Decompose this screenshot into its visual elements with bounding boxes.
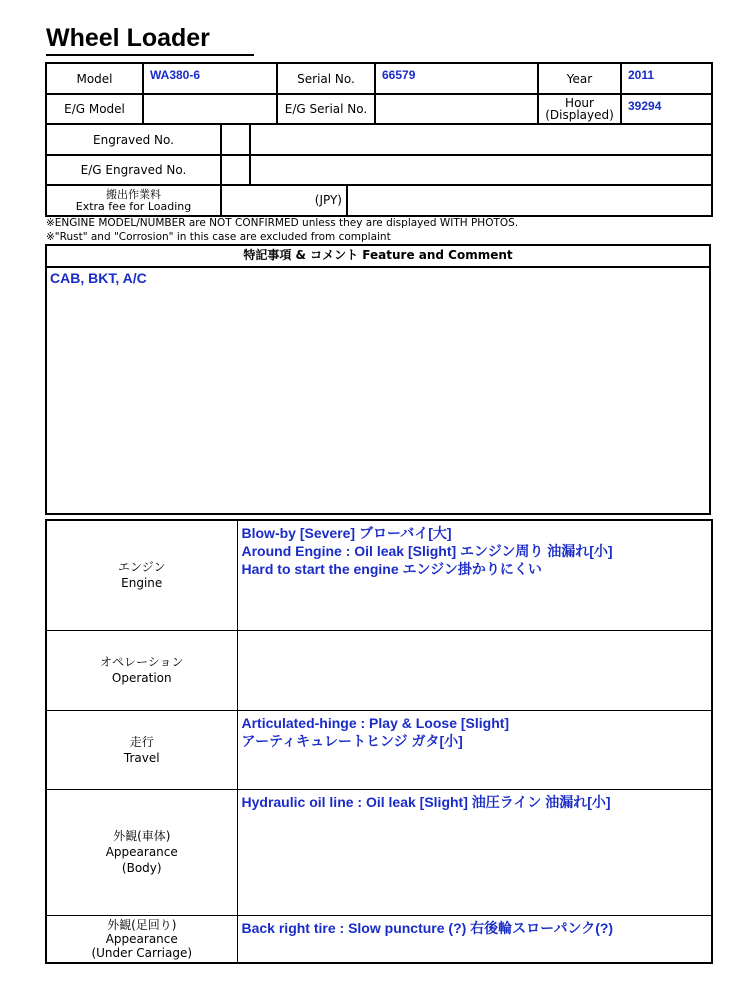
inspection-table	[45, 519, 713, 964]
eg-engraved-label: E/G Engraved No.	[46, 155, 221, 185]
detail-line: Blow-by [Severe] ブローバイ[大]	[241, 525, 452, 541]
engraved-check	[221, 124, 250, 155]
eg-serial-value	[375, 94, 538, 124]
category-jp: エンジン	[118, 560, 166, 575]
hour-value: 39294	[621, 94, 712, 124]
title-underline	[46, 54, 254, 56]
model-label: Model	[46, 63, 143, 94]
category-operation	[46, 630, 237, 710]
category-en: Appearance	[105, 931, 178, 946]
category-en: Travel	[123, 750, 160, 765]
category-travel	[46, 710, 237, 789]
machine-info-table	[45, 62, 713, 125]
comment-header: 特記事項 & コメント Feature and Comment	[47, 246, 709, 268]
detail-line: Around Engine : Oil leak [Slight] エンジン周り 油漏れ[小]	[241, 543, 613, 559]
fee-label	[46, 185, 221, 216]
fee-value	[348, 186, 711, 215]
category-en2: (Under Carriage)	[91, 945, 193, 960]
category-jp: オペレーション	[99, 655, 184, 669]
detail-line: Back right tire : Slow puncture (?) 右後輪スローパンク(?)	[241, 919, 614, 936]
eg-model-label: E/G Model	[46, 94, 143, 124]
hour-label-line1: Hour	[565, 96, 594, 110]
model-value: WA380-6	[143, 63, 277, 94]
serial-label: Serial No.	[277, 63, 375, 94]
category-jp: 走行	[129, 734, 154, 749]
fee-currency: (JPY)	[222, 186, 348, 215]
category-en2: (Body)	[121, 861, 162, 875]
detail-operation	[237, 630, 712, 710]
category-en: Engine	[121, 576, 163, 591]
serial-value: 66579	[375, 63, 538, 94]
detail-line: アーティキュレートヒンジ ガタ[小]	[241, 732, 463, 749]
note-engine-model: ※ENGINE MODEL/NUMBER are NOT CONFIRMED unless they are displayed WITH PHOTOS.	[46, 217, 519, 229]
year-label: Year	[538, 63, 621, 94]
detail-travel	[237, 710, 712, 789]
eg-engraved-check	[221, 155, 250, 185]
comment-box	[45, 244, 711, 515]
fee-label-jp: 搬出作業料	[106, 187, 161, 201]
comment-value: CAB, BKT, A/C	[50, 270, 147, 286]
fee-label-en: Extra fee for Loading	[75, 199, 192, 213]
category-undercarriage	[46, 915, 237, 963]
engraved-value	[250, 124, 712, 155]
detail-body	[237, 789, 712, 915]
eg-serial-label: E/G Serial No.	[277, 94, 375, 124]
inspection-row-operation	[46, 630, 712, 710]
engraved-table	[45, 123, 713, 217]
eg-model-value	[143, 94, 277, 124]
inspection-row-travel	[46, 710, 712, 789]
inspection-row-undercarriage	[46, 915, 712, 963]
detail-engine	[237, 520, 712, 630]
detail-line: Hydraulic oil line : Oil leak [Slight] 油圧ライン 油漏れ[小]	[241, 793, 611, 810]
eg-engraved-value	[250, 155, 712, 185]
inspection-row-engine	[46, 520, 712, 630]
hour-label-line2: (Displayed)	[545, 108, 614, 122]
category-engine	[46, 520, 237, 630]
detail-line: Hard to start the engine エンジン掛かりにくい	[241, 561, 542, 577]
inspection-row-body	[46, 789, 712, 915]
detail-line: Articulated-hinge : Play & Loose [Slight]	[241, 714, 510, 731]
note-rust: ※"Rust" and "Corrosion" in this case are excluded from complaint	[46, 231, 391, 243]
year-value: 2011	[621, 63, 712, 94]
category-jp: 外観(車体)	[113, 829, 171, 843]
category-en: Appearance	[105, 845, 178, 859]
page-title: Wheel Loader	[46, 24, 210, 52]
category-jp: 外観(足回り)	[107, 917, 177, 932]
hour-label	[538, 94, 621, 124]
engraved-label: Engraved No.	[46, 124, 221, 155]
category-en: Operation	[111, 671, 172, 685]
category-body	[46, 789, 237, 915]
fee-cell	[221, 185, 712, 216]
detail-undercarriage	[237, 915, 712, 963]
